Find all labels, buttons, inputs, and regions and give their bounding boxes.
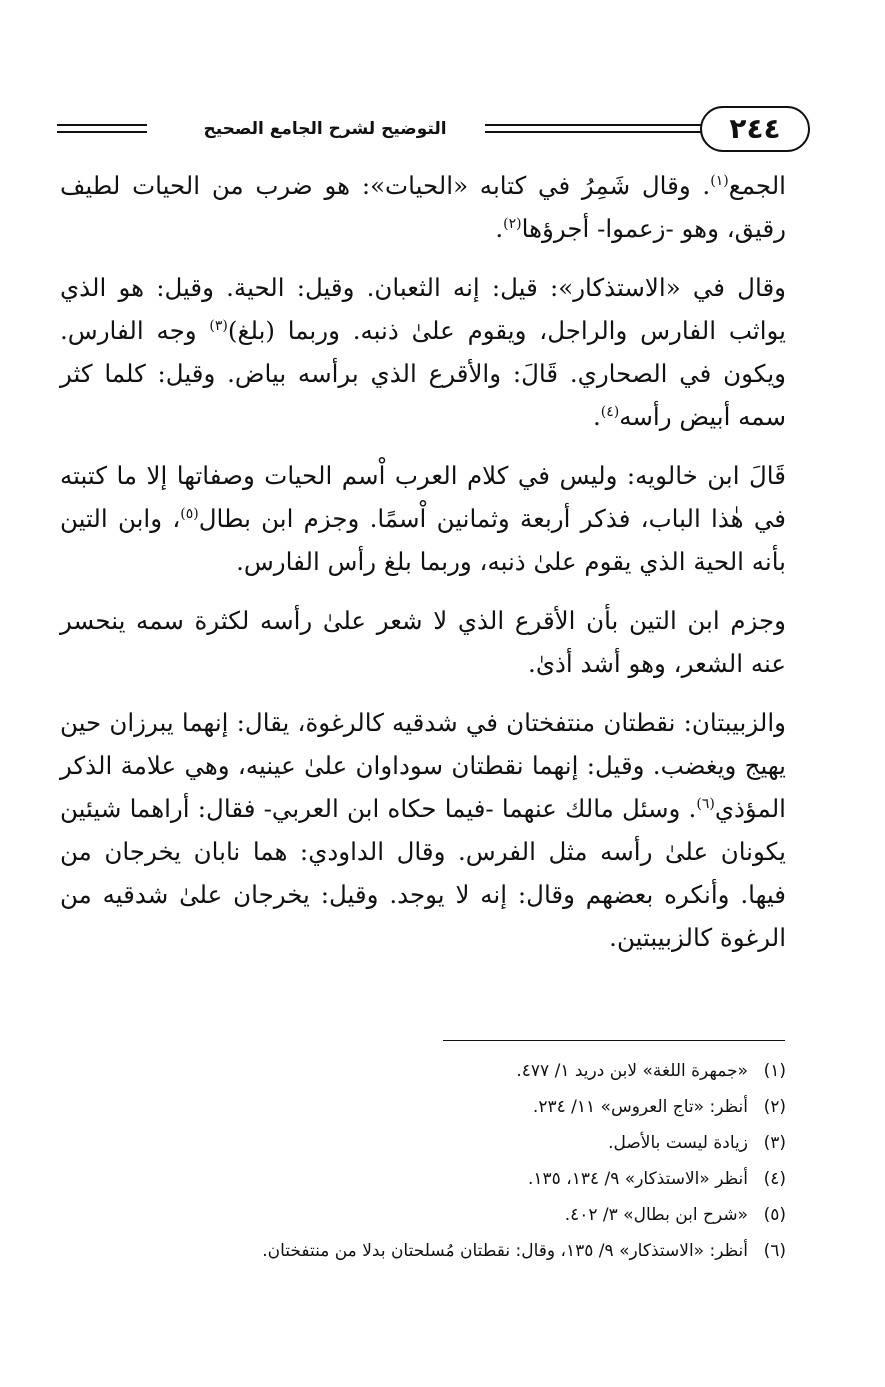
paragraph [60, 599, 786, 685]
footnote-separator [443, 1040, 785, 1041]
paragraph [60, 701, 786, 959]
footnote-text: أنظر: «الاستذكار» ٩/ ١٣٥، وقال: نقطتان مُسلحتان بدلا من منتفختان. [262, 1241, 748, 1261]
footnote-text: زيادة ليست بالأصل. [608, 1133, 748, 1153]
footnote-text: «شرح ابن بطال» ٣/ ٤٠٢. [564, 1205, 748, 1225]
paragraph-text: . وقال شَمِرُ في كتابه «الحيات»: هو ضرب من الحيات لطيف رقيق، وهو -زعموا- أجرؤها [60, 171, 786, 243]
page-number: ٢٤٤ [700, 106, 810, 152]
footnote-reference: (٢) [503, 215, 522, 232]
footnote-number: (٢) [763, 1097, 786, 1117]
paragraph [60, 454, 786, 583]
main-text [60, 164, 786, 975]
footnote [60, 1197, 786, 1233]
paragraph-text: وجزم ابن التين بأن الأقرع الذي لا شعر علىٰ رأسه لكثرة سمه ينحسر عنه الشعر، وهو أشد أذىٰ. [60, 606, 786, 678]
paragraph-text: ، وابن التين بأنه الحية الذي يقوم علىٰ ذنبه، وربما بلغ رأس الفارس. [60, 504, 786, 576]
footnote [60, 1125, 786, 1161]
paragraph-text: . [592, 402, 601, 431]
paragraph-text: وجه الفارس. ويكون في الصحاري. قَالَ: والأقرع الذي برأسه بياض. وقيل: كلما كثر سمه أبيض رأسه [60, 316, 786, 431]
footnote-number: (٥) [763, 1205, 786, 1225]
footnote-number: (١) [763, 1061, 786, 1081]
footnote-number: (٦) [763, 1241, 786, 1261]
paragraph-text: والزبيبتان: نقطتان منتفختان في شدقيه كالرغوة، يقال: إنهما يبرزان حين يهيج ويغضب. وقيل: إنهما نقطتان سوداوان علىٰ عينيه، وهي علامة الذكر المؤذي [60, 708, 786, 823]
footnote-reference: (١) [710, 172, 729, 189]
running-title: التوضيح لشرح الجامع الصحيح [165, 112, 485, 146]
paragraph [60, 266, 786, 438]
running-header [55, 96, 815, 160]
footnote-text: أنظر «الاستذكار» ٩/ ١٣٤، ١٣٥. [528, 1169, 748, 1189]
footnotes [60, 1053, 786, 1269]
footnote [60, 1089, 786, 1125]
paragraph-text: الجمع [728, 171, 786, 200]
footnote-reference: (٤) [600, 403, 620, 420]
footnote [60, 1233, 786, 1269]
paragraph-text: قَالَ ابن خالويه: وليس في كلام العرب اْسم الحيات وصفاتها إلا ما كتبته في هٰذا الباب، فذكر أربعة وثمانين اْسمًا. وجزم ابن بطال [60, 461, 786, 533]
footnote [60, 1053, 786, 1089]
footnote-text: أنظر: «تاج العروس» ١١/ ٢٣٤. [532, 1097, 748, 1117]
footnote-text: «جمهرة اللغة» لابن دريد ١/ ٤٧٧. [516, 1061, 748, 1081]
paragraph-text: . وسئل مالك عنهما -فيما حكاه ابن العربي- فقال: أراهما شيئين يكونان علىٰ رأسه مثل الفرس. وقال الداودي: هما نابان يخرجان من فيها. وأنكره بعضهم وقال: إنه لا يوجد. وقيل: يخرجان علىٰ شدقيه من الرغوة كالزبيبتين. [60, 794, 786, 952]
paragraph-text: وقال في «الاستذكار»: قيل: إنه الثعبان. وقيل: الحية. وقيل: هو الذي يواثب الفارس والراجل، ويقوم علىٰ ذنبه. وربما (بلغ) [60, 273, 786, 345]
footnote-reference: (٦) [696, 795, 715, 812]
paragraph-text: . [495, 214, 504, 243]
paragraph [60, 164, 786, 250]
footnote-reference: (٣) [209, 317, 228, 334]
footnote-number: (٤) [763, 1169, 786, 1189]
footnote [60, 1161, 786, 1197]
footnote-reference: (٥) [180, 505, 199, 522]
footnote-number: (٣) [763, 1133, 786, 1153]
